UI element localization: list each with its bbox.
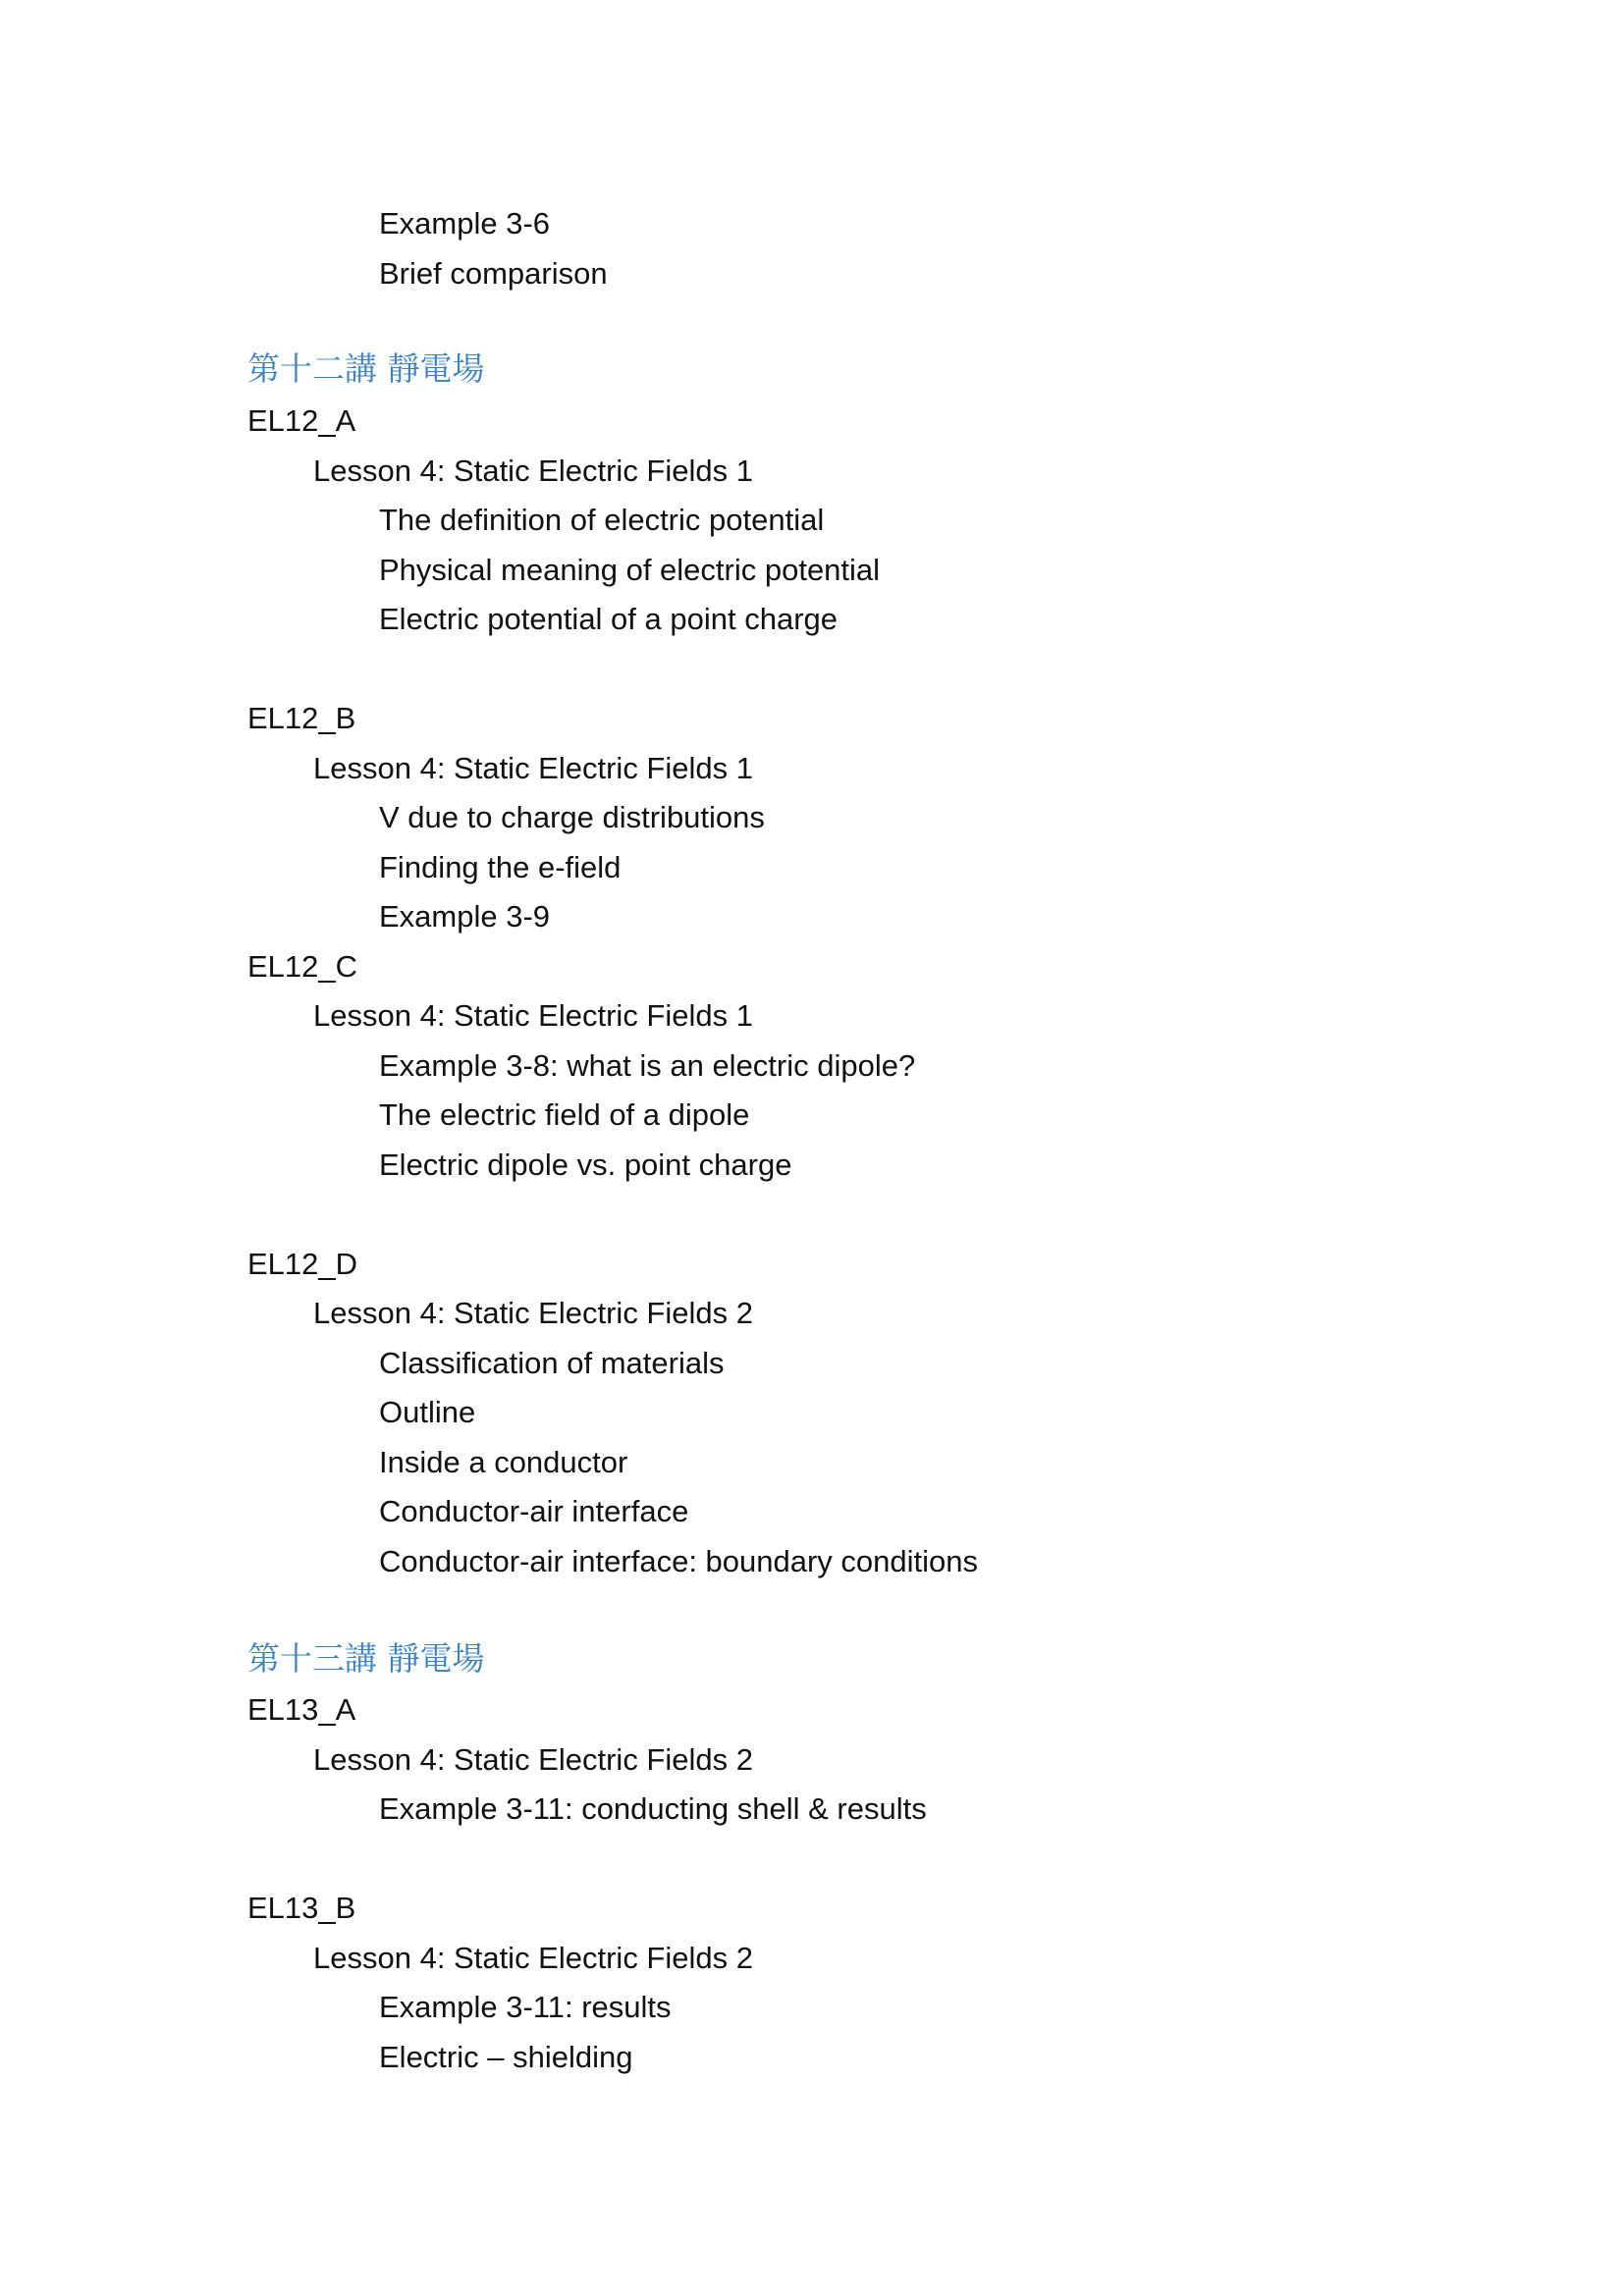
outline-item: Example 3-11: conducting shell & results: [379, 1791, 927, 1826]
outline-item: Inside a conductor: [379, 1445, 628, 1479]
outline-item: The electric field of a dipole: [379, 1097, 750, 1132]
outline-item: Example 3-6: [379, 206, 551, 240]
lecture-13-heading: 第十三講 靜電場: [247, 1639, 485, 1678]
lesson-title: Lesson 4: Static Electric Fields 1: [313, 454, 753, 488]
section-code-el12-d: EL12_D: [247, 1247, 358, 1281]
lesson-title: Lesson 4: Static Electric Fields 1: [313, 751, 753, 785]
outline-item: Example 3-8: what is an electric dipole?: [379, 1048, 916, 1083]
outline-item: Conductor-air interface: boundary conditions: [379, 1544, 979, 1578]
outline-item: Conductor-air interface: [379, 1494, 689, 1528]
outline-item: Electric potential of a point charge: [379, 602, 838, 636]
outline-item: Finding the e-field: [379, 850, 622, 884]
outline-item: Electric dipole vs. point charge: [379, 1148, 792, 1182]
section-code-el12-a: EL12_A: [247, 403, 356, 438]
lesson-title: Lesson 4: Static Electric Fields 2: [313, 1941, 753, 1975]
outline-item: V due to charge distributions: [379, 800, 765, 834]
outline-item: Electric – shielding: [379, 2040, 633, 2074]
section-code-el13-b: EL13_B: [247, 1891, 356, 1925]
lesson-title: Lesson 4: Static Electric Fields 2: [313, 1742, 753, 1777]
outline-item: Outline: [379, 1395, 476, 1429]
lecture-12-heading: 第十二講 靜電場: [247, 349, 485, 388]
section-code-el12-c: EL12_C: [247, 949, 358, 984]
lesson-title: Lesson 4: Static Electric Fields 1: [313, 998, 753, 1033]
section-code-el12-b: EL12_B: [247, 701, 356, 735]
outline-item: Physical meaning of electric potential: [379, 553, 881, 587]
outline-item: Brief comparison: [379, 256, 608, 291]
outline-item: Example 3-9: [379, 899, 551, 934]
outline-item: Example 3-11: results: [379, 1990, 672, 2024]
outline-item: Classification of materials: [379, 1346, 725, 1380]
section-code-el13-a: EL13_A: [247, 1692, 356, 1727]
outline-item: The definition of electric potential: [379, 503, 825, 537]
lesson-title: Lesson 4: Static Electric Fields 2: [313, 1296, 753, 1330]
